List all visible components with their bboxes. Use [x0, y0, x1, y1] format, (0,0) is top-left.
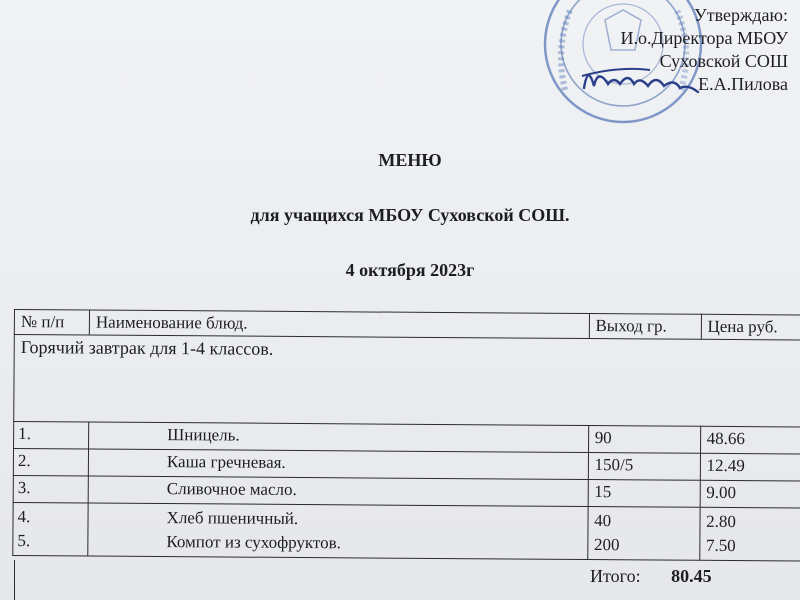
- table-border: [14, 560, 15, 600]
- section-title: Горячий завтрак для 1-4 классов.: [14, 335, 800, 428]
- dish-weight: 15: [588, 480, 700, 508]
- dish-weight: 40: [594, 511, 612, 531]
- dish-name-pair: [88, 503, 588, 559]
- dish-name: Хлеб пшеничный.: [166, 508, 299, 528]
- handwritten-signature: [578, 58, 703, 102]
- approver-position: И.о.Директора МБОУ: [620, 28, 788, 48]
- approval-label: Утверждаю:: [693, 5, 788, 25]
- column-header-price: Цена руб.: [701, 314, 800, 340]
- dish-price-pair: [699, 507, 800, 561]
- dish-weight-pair: [587, 507, 699, 561]
- column-header-number: № п/п: [14, 310, 89, 336]
- dish-weight: 150/5: [588, 453, 700, 481]
- approver-school: Суховской СОШ: [659, 51, 788, 71]
- row-number: 2.: [13, 449, 88, 477]
- total-row: [590, 566, 712, 587]
- row-number: 4.: [17, 507, 31, 527]
- dish-price: 7.50: [705, 535, 736, 556]
- page-subtitle: для учащихся МБОУ Суховской СОШ.: [250, 205, 570, 225]
- row-number: 5.: [17, 531, 31, 551]
- menu-table: [12, 309, 800, 562]
- column-header-weight: Выход гр.: [589, 314, 701, 340]
- menu-date: 4 октября 2023г: [345, 260, 475, 280]
- table-row: [13, 502, 800, 561]
- dish-weight: 90: [588, 426, 700, 454]
- column-header-dish: Наименование блюд.: [89, 310, 589, 338]
- dish-price: 48.66: [700, 426, 800, 454]
- row-number: 3.: [13, 475, 88, 503]
- dish-name: Каша гречневая.: [88, 449, 588, 479]
- total-value: 80.45: [671, 566, 712, 586]
- dish-name: Шницель.: [89, 422, 589, 452]
- section-row: [14, 335, 800, 428]
- row-number: 1.: [14, 422, 89, 450]
- approver-name: Е.А.Пилова: [698, 74, 788, 94]
- total-label: Итого:: [590, 566, 641, 586]
- dish-name: Сливочное масло.: [88, 476, 588, 506]
- dish-name: Компот из сухофруктов.: [166, 532, 342, 553]
- dish-price: 12.49: [700, 453, 800, 481]
- dish-price: 9.00: [700, 480, 800, 508]
- dish-price: 2.80: [706, 511, 736, 532]
- page-title: МЕНЮ: [378, 150, 442, 170]
- dish-weight: 200: [593, 535, 620, 555]
- row-number-pair: [13, 502, 88, 556]
